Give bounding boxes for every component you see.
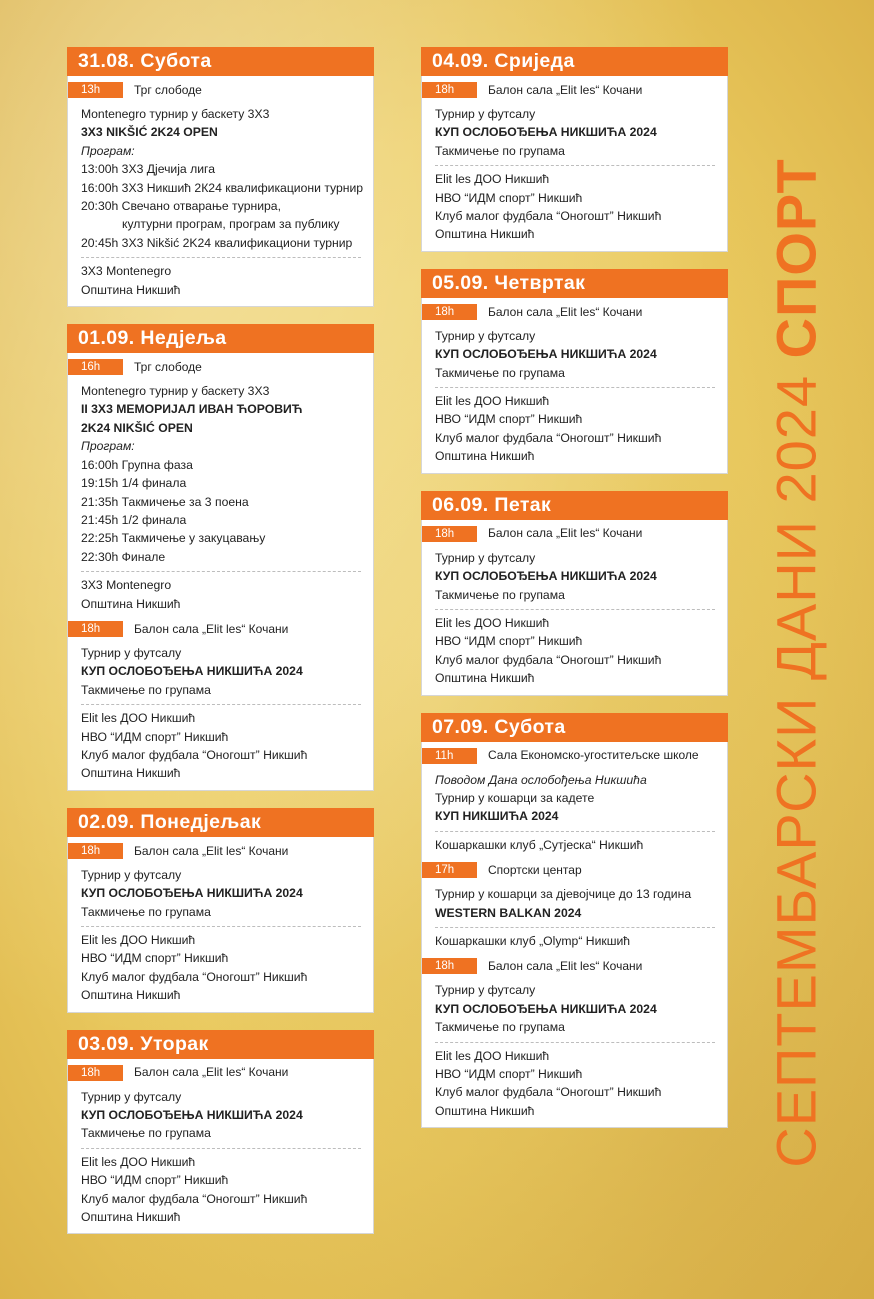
organizer: Општина Никшић xyxy=(435,1103,535,1118)
organizer: НВО “ИДМ спорт” Никшић xyxy=(81,951,229,966)
day-header: 06.09. Петак xyxy=(421,491,728,520)
day-body xyxy=(421,742,728,1129)
organizer: НВО “ИДМ спорт” Никшић xyxy=(435,412,583,427)
event xyxy=(81,843,361,1005)
divider xyxy=(81,257,361,258)
event-line: Такмичење по групама xyxy=(435,1020,565,1035)
program-item: 21:35h Такмичење за 3 поена xyxy=(81,494,249,509)
event xyxy=(435,82,715,244)
time-badge: 16h xyxy=(68,359,123,375)
event-title: КУП ОСЛОБОЂЕЊА НИКШИЋА 2024 xyxy=(81,1108,303,1123)
event-line: Турнир у футсалу xyxy=(435,328,536,343)
event-line: Поводом Дана ослобођења Никшића xyxy=(435,772,647,787)
time-row xyxy=(422,748,715,764)
event-venue: Балон сала „Elit les“ Кочани xyxy=(134,1065,289,1080)
event-line: Турнир у футсалу xyxy=(435,107,536,121)
time-badge: 18h xyxy=(68,1065,123,1081)
event-venue: Балон сала „Elit les“ Кочани xyxy=(488,82,643,97)
organizer: Клуб малог фудбала “Оногошт” Никшић xyxy=(81,1191,308,1206)
divider xyxy=(435,1042,715,1043)
event-line: Турнир у футсалу xyxy=(435,983,536,998)
time-badge: 18h xyxy=(68,621,123,637)
day-header: 01.09. Недјеља xyxy=(67,324,374,353)
event xyxy=(435,526,715,688)
side-title xyxy=(756,110,836,1215)
time-badge: 18h xyxy=(422,304,477,320)
organizer: Клуб малог фудбала “Оногошт” Никшић xyxy=(435,209,662,224)
time-badge: 11h xyxy=(422,748,477,764)
right-column xyxy=(421,47,728,1145)
day-header: 02.09. Понедјељак xyxy=(67,808,374,837)
event-line: Турнир у футсалу xyxy=(435,550,536,565)
organizer: Општина Никшић xyxy=(81,596,181,611)
event xyxy=(81,1065,361,1227)
program-item: 16:00h Групна фаза xyxy=(81,457,193,472)
event-title: КУП ОСЛОБОЂЕЊА НИКШИЋА 2024 xyxy=(81,886,303,901)
day-card-04-09 xyxy=(421,47,728,252)
organizer: Elit les ДОО Никшић xyxy=(81,933,196,947)
event-line: Montenegro турнир у баскету 3X3 xyxy=(81,384,270,399)
time-row xyxy=(422,958,715,974)
organizer: 3X3 Montenegro xyxy=(81,264,172,279)
day-body xyxy=(67,76,374,307)
program-item: 20:30h Свечано отварање турнира, xyxy=(81,199,281,214)
organizer: Општина Никшић xyxy=(435,449,535,464)
organizer: Општина Никшић xyxy=(81,766,181,781)
event-line: Такмичење по групама xyxy=(435,587,565,602)
organizer: Клуб малог фудбала “Оногошт” Никшић xyxy=(435,652,662,667)
event-venue: Балон сала „Elit les“ Кочани xyxy=(488,304,643,319)
time-row xyxy=(422,526,715,542)
program-item: културни програм, програм за публику xyxy=(122,217,340,232)
event-title: 3X3 NIKŠIĆ 2K24 OPEN xyxy=(81,125,218,140)
day-card-31-08 xyxy=(67,47,374,307)
program-label: Програм: xyxy=(81,143,135,158)
event-title: КУП ОСЛОБОЂЕЊА НИКШИЋА 2024 xyxy=(435,1001,657,1016)
day-card-03-09 xyxy=(67,1030,374,1235)
day-header: 05.09. Четвртак xyxy=(421,269,728,298)
side-title-text xyxy=(764,158,829,1167)
time-badge: 17h xyxy=(422,862,477,878)
event-venue: Балон сала „Elit les“ Кочани xyxy=(488,526,643,541)
program-item: 19:15h 1/4 финала xyxy=(81,476,187,491)
event-line: Турнир у футсалу xyxy=(81,645,182,660)
day-card-07-09 xyxy=(421,713,728,1129)
time-row xyxy=(68,359,361,375)
event-line: Турнир у футсалу xyxy=(81,1089,182,1104)
event xyxy=(81,359,361,613)
organizer: Општина Никшић xyxy=(81,988,181,1003)
side-title-strong: СПОРТ xyxy=(764,157,828,358)
event-line: Montenegro турнир у баскету 3X3 xyxy=(81,107,270,121)
event-venue: Трг слободе xyxy=(134,82,202,97)
organizer: Клуб малог фудбала “Оногошт” Никшић xyxy=(81,969,308,984)
organizer: Elit les ДОО Никшић xyxy=(435,394,550,409)
event-title: КУП ОСЛОБОЂЕЊА НИКШИЋА 2024 xyxy=(435,125,657,140)
day-header: 31.08. Субота xyxy=(67,47,374,76)
organizer: Elit les ДОО Никшић xyxy=(435,1048,550,1063)
event-line: Турнир у кошарци за дјевојчице до 13 година xyxy=(435,887,692,902)
event-line: Такмичење по групама xyxy=(81,682,211,697)
organizer: НВО “ИДМ спорт” Никшић xyxy=(435,190,583,205)
time-row xyxy=(68,621,361,637)
event-title: КУП ОСЛОБОЂЕЊА НИКШИЋА 2024 xyxy=(435,569,657,584)
event xyxy=(435,862,715,950)
divider xyxy=(435,387,715,388)
organizer: Elit les ДОО Никшић xyxy=(81,1154,196,1169)
program-label: Програм: xyxy=(81,439,135,454)
divider xyxy=(81,704,361,705)
event-venue: Сала Економско-угоститељске школе xyxy=(488,748,699,763)
event-title: 2K24 NIKŠIĆ OPEN xyxy=(81,420,193,435)
time-badge: 18h xyxy=(422,958,477,974)
organizer: Elit les ДОО Никшић xyxy=(435,615,550,630)
organizer: Општина Никшић xyxy=(435,671,535,686)
event xyxy=(435,304,715,466)
event-venue: Балон сала „Elit les“ Кочани xyxy=(134,843,289,858)
day-card-01-09 xyxy=(67,324,374,791)
event-venue: Балон сала „Elit les“ Кочани xyxy=(134,621,289,636)
divider xyxy=(81,571,361,572)
event-venue: Трг слободе xyxy=(134,359,202,374)
divider xyxy=(435,831,715,832)
event-line: Турнир у кошарци за кадете xyxy=(435,790,595,805)
time-row xyxy=(68,843,361,859)
time-badge: 18h xyxy=(68,843,123,859)
event xyxy=(435,748,715,855)
program-item: 22:25h Такмичење у закуцавању xyxy=(81,531,266,546)
event-line: Такмичење по групама xyxy=(81,1126,211,1141)
event-line: Такмичење по групама xyxy=(435,143,565,158)
divider xyxy=(435,165,715,166)
event xyxy=(435,958,715,1120)
time-row xyxy=(422,82,715,98)
day-body xyxy=(421,520,728,696)
day-header: 03.09. Уторак xyxy=(67,1030,374,1059)
day-header: 04.09. Сриједа xyxy=(421,47,728,76)
time-row xyxy=(68,1065,361,1081)
divider xyxy=(435,927,715,928)
organizer: Elit les ДОО Никшић xyxy=(81,711,196,726)
event xyxy=(81,621,361,783)
organizer: НВО “ИДМ спорт” Никшић xyxy=(81,1173,229,1188)
program-item: 21:45h 1/2 финала xyxy=(81,512,187,527)
organizer: Клуб малог фудбала “Оногошт” Никшић xyxy=(435,1085,662,1100)
day-card-05-09 xyxy=(421,269,728,474)
time-badge: 13h xyxy=(68,82,123,98)
organizer: НВО “ИДМ спорт” Никшић xyxy=(81,729,229,744)
time-row xyxy=(422,862,715,878)
event-title: КУП ОСЛОБОЂЕЊА НИКШИЋА 2024 xyxy=(81,664,303,679)
organizer: Општина Никшић xyxy=(81,282,181,297)
side-title-main: СЕПТЕМБАРСКИ ДАНИ 2024 xyxy=(764,374,828,1168)
time-badge: 18h xyxy=(422,82,477,98)
organizer: НВО “ИДМ спорт” Никшић xyxy=(435,634,583,649)
day-header: 07.09. Субота xyxy=(421,713,728,742)
program-item: 16:00h 3X3 Никшић 2К24 квалификациони турнир xyxy=(81,180,364,195)
event-title: КУП НИКШИЋА 2024 xyxy=(435,809,559,824)
organizer: Кошаркашки клуб „Olymp“ Никшић xyxy=(435,933,631,948)
left-column xyxy=(67,47,374,1251)
event-venue: Спортски центар xyxy=(488,862,582,877)
organizer: 3X3 Montenegro xyxy=(81,578,172,593)
event-line: Такмичење по групама xyxy=(81,904,211,919)
day-body xyxy=(421,76,728,252)
event-line: Турнир у футсалу xyxy=(81,867,182,882)
program-item: 20:45h 3X3 Nikšić 2K24 квалификациони турнир xyxy=(81,235,353,250)
divider xyxy=(81,1148,361,1149)
divider xyxy=(81,926,361,927)
time-row xyxy=(422,304,715,320)
organizer: Клуб малог фудбала “Оногошт” Никшић xyxy=(81,747,308,762)
event xyxy=(81,82,364,299)
divider xyxy=(435,609,715,610)
program-item: 13:00h 3X3 Дјечија лига xyxy=(81,162,215,177)
day-body xyxy=(67,837,374,1013)
event-title: КУП ОСЛОБОЂЕЊА НИКШИЋА 2024 xyxy=(435,347,657,362)
day-body xyxy=(67,1059,374,1235)
organizer: Општина Никшић xyxy=(435,227,535,242)
time-row xyxy=(68,82,361,98)
event-venue: Балон сала „Elit les“ Кочани xyxy=(488,959,643,974)
day-card-02-09 xyxy=(67,808,374,1013)
organizer: Општина Никшић xyxy=(81,1210,181,1225)
day-card-06-09 xyxy=(421,491,728,696)
organizer: Elit les ДОО Никшић xyxy=(435,172,550,187)
program-item: 22:30h Финале xyxy=(81,549,166,564)
time-badge: 18h xyxy=(422,526,477,542)
organizer: НВО “ИДМ спорт” Никшић xyxy=(435,1067,583,1081)
event-title: II 3X3 МЕМОРИЈАЛ ИВАН ЋОРОВИЋ xyxy=(81,402,303,417)
day-body xyxy=(67,353,374,791)
organizer: Кошаркашки клуб „Сутјеска“ Никшић xyxy=(435,837,644,852)
day-body xyxy=(421,298,728,474)
event-title: WESTERN BALKAN 2024 xyxy=(435,905,582,920)
event-line: Такмичење по групама xyxy=(435,365,565,380)
organizer: Клуб малог фудбала “Оногошт” Никшић xyxy=(435,430,662,445)
